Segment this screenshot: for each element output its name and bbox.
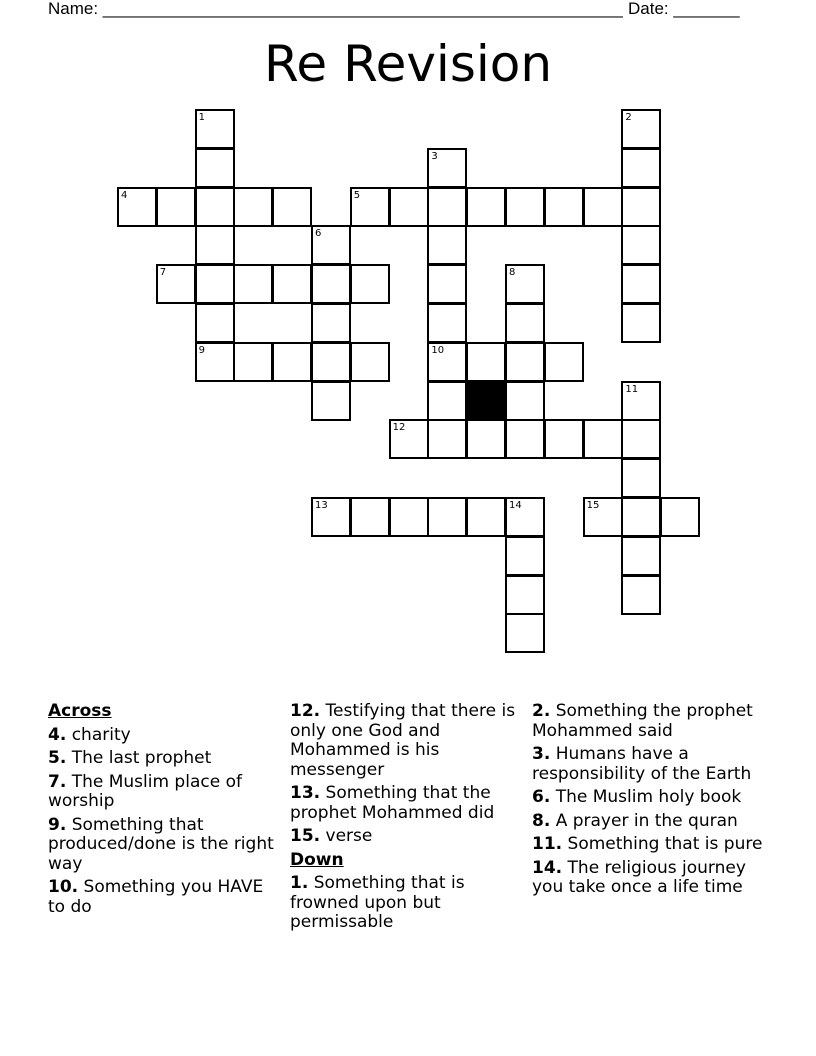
clue-number-label: 9 bbox=[198, 344, 205, 356]
grid-cell[interactable] bbox=[195, 109, 235, 149]
grid-cell[interactable] bbox=[505, 536, 545, 576]
grid-cell[interactable] bbox=[466, 497, 506, 537]
clue-across-10 bbox=[48, 878, 280, 917]
grid-cell[interactable] bbox=[621, 575, 661, 615]
grid-cell[interactable] bbox=[505, 613, 545, 653]
grid-cell[interactable] bbox=[427, 225, 467, 265]
clue-text: Testifying that there is only one God and Mohammed is his messenger bbox=[290, 701, 516, 780]
clue-text: Humans have a responsibility of the Earth bbox=[532, 744, 752, 784]
clue-text: Something you HAVE to do bbox=[48, 877, 264, 917]
clue-across-9 bbox=[48, 816, 280, 875]
grid-cell[interactable] bbox=[466, 187, 506, 227]
clue-text: charity bbox=[66, 724, 131, 745]
grid-cell[interactable] bbox=[544, 419, 584, 459]
clue-number: 13. bbox=[290, 783, 321, 803]
grid-cell[interactable] bbox=[272, 342, 312, 382]
clue-number-label: 6 bbox=[315, 228, 322, 240]
grid-cell[interactable] bbox=[311, 225, 351, 265]
clue-number: 10. bbox=[48, 877, 79, 897]
grid-cell[interactable] bbox=[233, 264, 273, 304]
grid-cell[interactable] bbox=[505, 419, 545, 459]
grid-cell[interactable] bbox=[621, 148, 661, 188]
clue-text: The religious journey you take once a life time bbox=[532, 857, 746, 897]
clue-number: 4. bbox=[48, 724, 67, 745]
clue-across-5 bbox=[48, 749, 280, 769]
grid-cell[interactable] bbox=[427, 264, 467, 304]
grid-cell[interactable] bbox=[505, 264, 545, 304]
clue-across-15 bbox=[290, 827, 522, 847]
clue-number-label: 14 bbox=[509, 500, 522, 511]
grid-cell[interactable] bbox=[311, 303, 351, 343]
date-field-label[interactable]: Date: _______ bbox=[628, 0, 740, 18]
grid-cell[interactable] bbox=[233, 187, 273, 227]
grid-cell[interactable] bbox=[427, 342, 467, 382]
grid-cell[interactable] bbox=[621, 225, 661, 265]
grid-cell[interactable] bbox=[156, 264, 196, 304]
grid-cell[interactable] bbox=[505, 497, 545, 537]
clue-down-3 bbox=[532, 745, 772, 784]
grid-cell[interactable] bbox=[350, 342, 390, 382]
grid-cell[interactable] bbox=[660, 497, 700, 537]
clue-number-label: 7 bbox=[159, 267, 167, 279]
grid-cell[interactable] bbox=[505, 381, 545, 421]
clues-column-1 bbox=[48, 702, 280, 921]
grid-cell[interactable] bbox=[195, 225, 235, 265]
clue-number-label: 11 bbox=[625, 383, 639, 395]
grid-cell[interactable] bbox=[466, 342, 506, 382]
grid-cell[interactable] bbox=[544, 342, 584, 382]
grid-cell[interactable] bbox=[427, 303, 467, 343]
clue-text: Something that is frowned upon but permissable bbox=[290, 873, 465, 932]
name-field-label[interactable]: Name: _______________________________________________________ bbox=[48, 0, 623, 18]
clue-down-6 bbox=[532, 788, 772, 808]
grid-cell[interactable] bbox=[583, 419, 623, 459]
grid-cell[interactable] bbox=[621, 536, 661, 576]
grid-cell[interactable] bbox=[427, 497, 467, 537]
grid-cell[interactable] bbox=[621, 381, 661, 421]
grid-cell[interactable] bbox=[117, 187, 157, 227]
clue-text: The last prophet bbox=[66, 748, 212, 768]
clue-number: 2. bbox=[532, 701, 551, 721]
grid-cell[interactable] bbox=[544, 187, 584, 227]
clue-text: A prayer in the quran bbox=[550, 810, 738, 831]
grid-cell[interactable] bbox=[505, 575, 545, 615]
clue-down-11 bbox=[532, 835, 772, 855]
clue-number: 5. bbox=[48, 748, 67, 768]
clue-number: 8. bbox=[532, 810, 551, 831]
clue-across-12 bbox=[290, 702, 522, 780]
across-heading: Across bbox=[48, 701, 112, 721]
grid-cell[interactable] bbox=[389, 187, 429, 227]
grid-cell[interactable] bbox=[233, 342, 273, 382]
clues-column-3 bbox=[532, 702, 772, 902]
clue-down-14 bbox=[532, 859, 772, 898]
clue-number-label: 10 bbox=[431, 344, 445, 356]
clues-column-2 bbox=[290, 702, 522, 937]
grid-cell[interactable] bbox=[350, 187, 390, 227]
clue-number-label: 13 bbox=[315, 500, 328, 511]
clue-number: 15. bbox=[290, 826, 321, 846]
clue-across-7 bbox=[48, 773, 280, 812]
grid-cell[interactable] bbox=[621, 264, 661, 304]
grid-cell[interactable] bbox=[621, 497, 661, 537]
clue-number: 14. bbox=[532, 857, 563, 878]
clue-number-label: 4 bbox=[121, 189, 128, 201]
grid-cell[interactable] bbox=[621, 419, 661, 459]
grid-cell[interactable] bbox=[195, 342, 235, 382]
grid-cell[interactable] bbox=[583, 497, 623, 537]
grid-cell[interactable] bbox=[583, 187, 623, 227]
grid-cell[interactable] bbox=[272, 264, 312, 304]
grid-cell[interactable] bbox=[311, 264, 351, 304]
clue-number-label: 2 bbox=[625, 112, 632, 123]
grid-cell[interactable] bbox=[350, 497, 390, 537]
clue-number-label: 5 bbox=[353, 189, 361, 201]
grid-cell[interactable] bbox=[195, 303, 235, 343]
grid-cell[interactable] bbox=[272, 187, 312, 227]
clue-across-13 bbox=[290, 784, 522, 823]
clue-text: Something the prophet Mohammed said bbox=[532, 701, 753, 741]
clue-text: Something that produced/done is the right way bbox=[48, 814, 274, 874]
clue-down-2 bbox=[532, 702, 772, 741]
grid-block-cell bbox=[466, 381, 506, 421]
grid-cell[interactable] bbox=[389, 419, 429, 459]
grid-cell[interactable] bbox=[311, 497, 351, 537]
clue-number-label: 8 bbox=[509, 267, 516, 279]
grid-cell[interactable] bbox=[311, 381, 351, 421]
grid-cell[interactable] bbox=[389, 497, 429, 537]
clue-number-label: 12 bbox=[392, 422, 406, 434]
grid-cell[interactable] bbox=[350, 264, 390, 304]
clue-number-label: 3 bbox=[431, 150, 438, 162]
clue-text: Something that is pure bbox=[562, 834, 763, 854]
clue-across-4 bbox=[48, 726, 280, 746]
grid-cell[interactable] bbox=[427, 419, 467, 459]
clue-text: The Muslim place of worship bbox=[48, 771, 242, 811]
grid-cell[interactable] bbox=[427, 381, 467, 421]
clue-number: 11. bbox=[532, 834, 563, 854]
grid-cell[interactable] bbox=[195, 264, 235, 304]
grid-cell[interactable] bbox=[621, 109, 661, 149]
clue-text: verse bbox=[320, 826, 373, 846]
grid-cell[interactable] bbox=[505, 342, 545, 382]
clue-text: Something that the prophet Mohammed did bbox=[290, 783, 495, 823]
grid-cell[interactable] bbox=[621, 187, 661, 227]
clue-number: 1. bbox=[290, 873, 309, 893]
grid-cell[interactable] bbox=[621, 458, 661, 498]
clue-number: 7. bbox=[48, 771, 67, 792]
grid-cell[interactable] bbox=[466, 419, 506, 459]
clue-number-label: 1 bbox=[198, 112, 205, 123]
page-title: Re Revision bbox=[263, 35, 553, 93]
clue-number: 12. bbox=[290, 701, 321, 721]
grid-cell[interactable] bbox=[195, 187, 235, 227]
grid-cell[interactable] bbox=[311, 342, 351, 382]
grid-cell[interactable] bbox=[195, 148, 235, 188]
grid-cell[interactable] bbox=[505, 303, 545, 343]
clue-number-label: 15 bbox=[586, 500, 600, 511]
clue-number: 3. bbox=[532, 744, 551, 764]
grid-cell[interactable] bbox=[427, 187, 467, 227]
down-heading: Down bbox=[290, 849, 344, 870]
clue-text: The Muslim holy book bbox=[550, 787, 742, 807]
clue-number: 9. bbox=[48, 814, 67, 835]
grid-cell[interactable] bbox=[505, 187, 545, 227]
grid-cell[interactable] bbox=[156, 187, 196, 227]
clue-number: 6. bbox=[532, 787, 551, 807]
clue-down-8 bbox=[532, 812, 772, 832]
clue-down-1 bbox=[290, 874, 522, 933]
grid-cell[interactable] bbox=[621, 303, 661, 343]
grid-cell[interactable] bbox=[427, 148, 467, 188]
